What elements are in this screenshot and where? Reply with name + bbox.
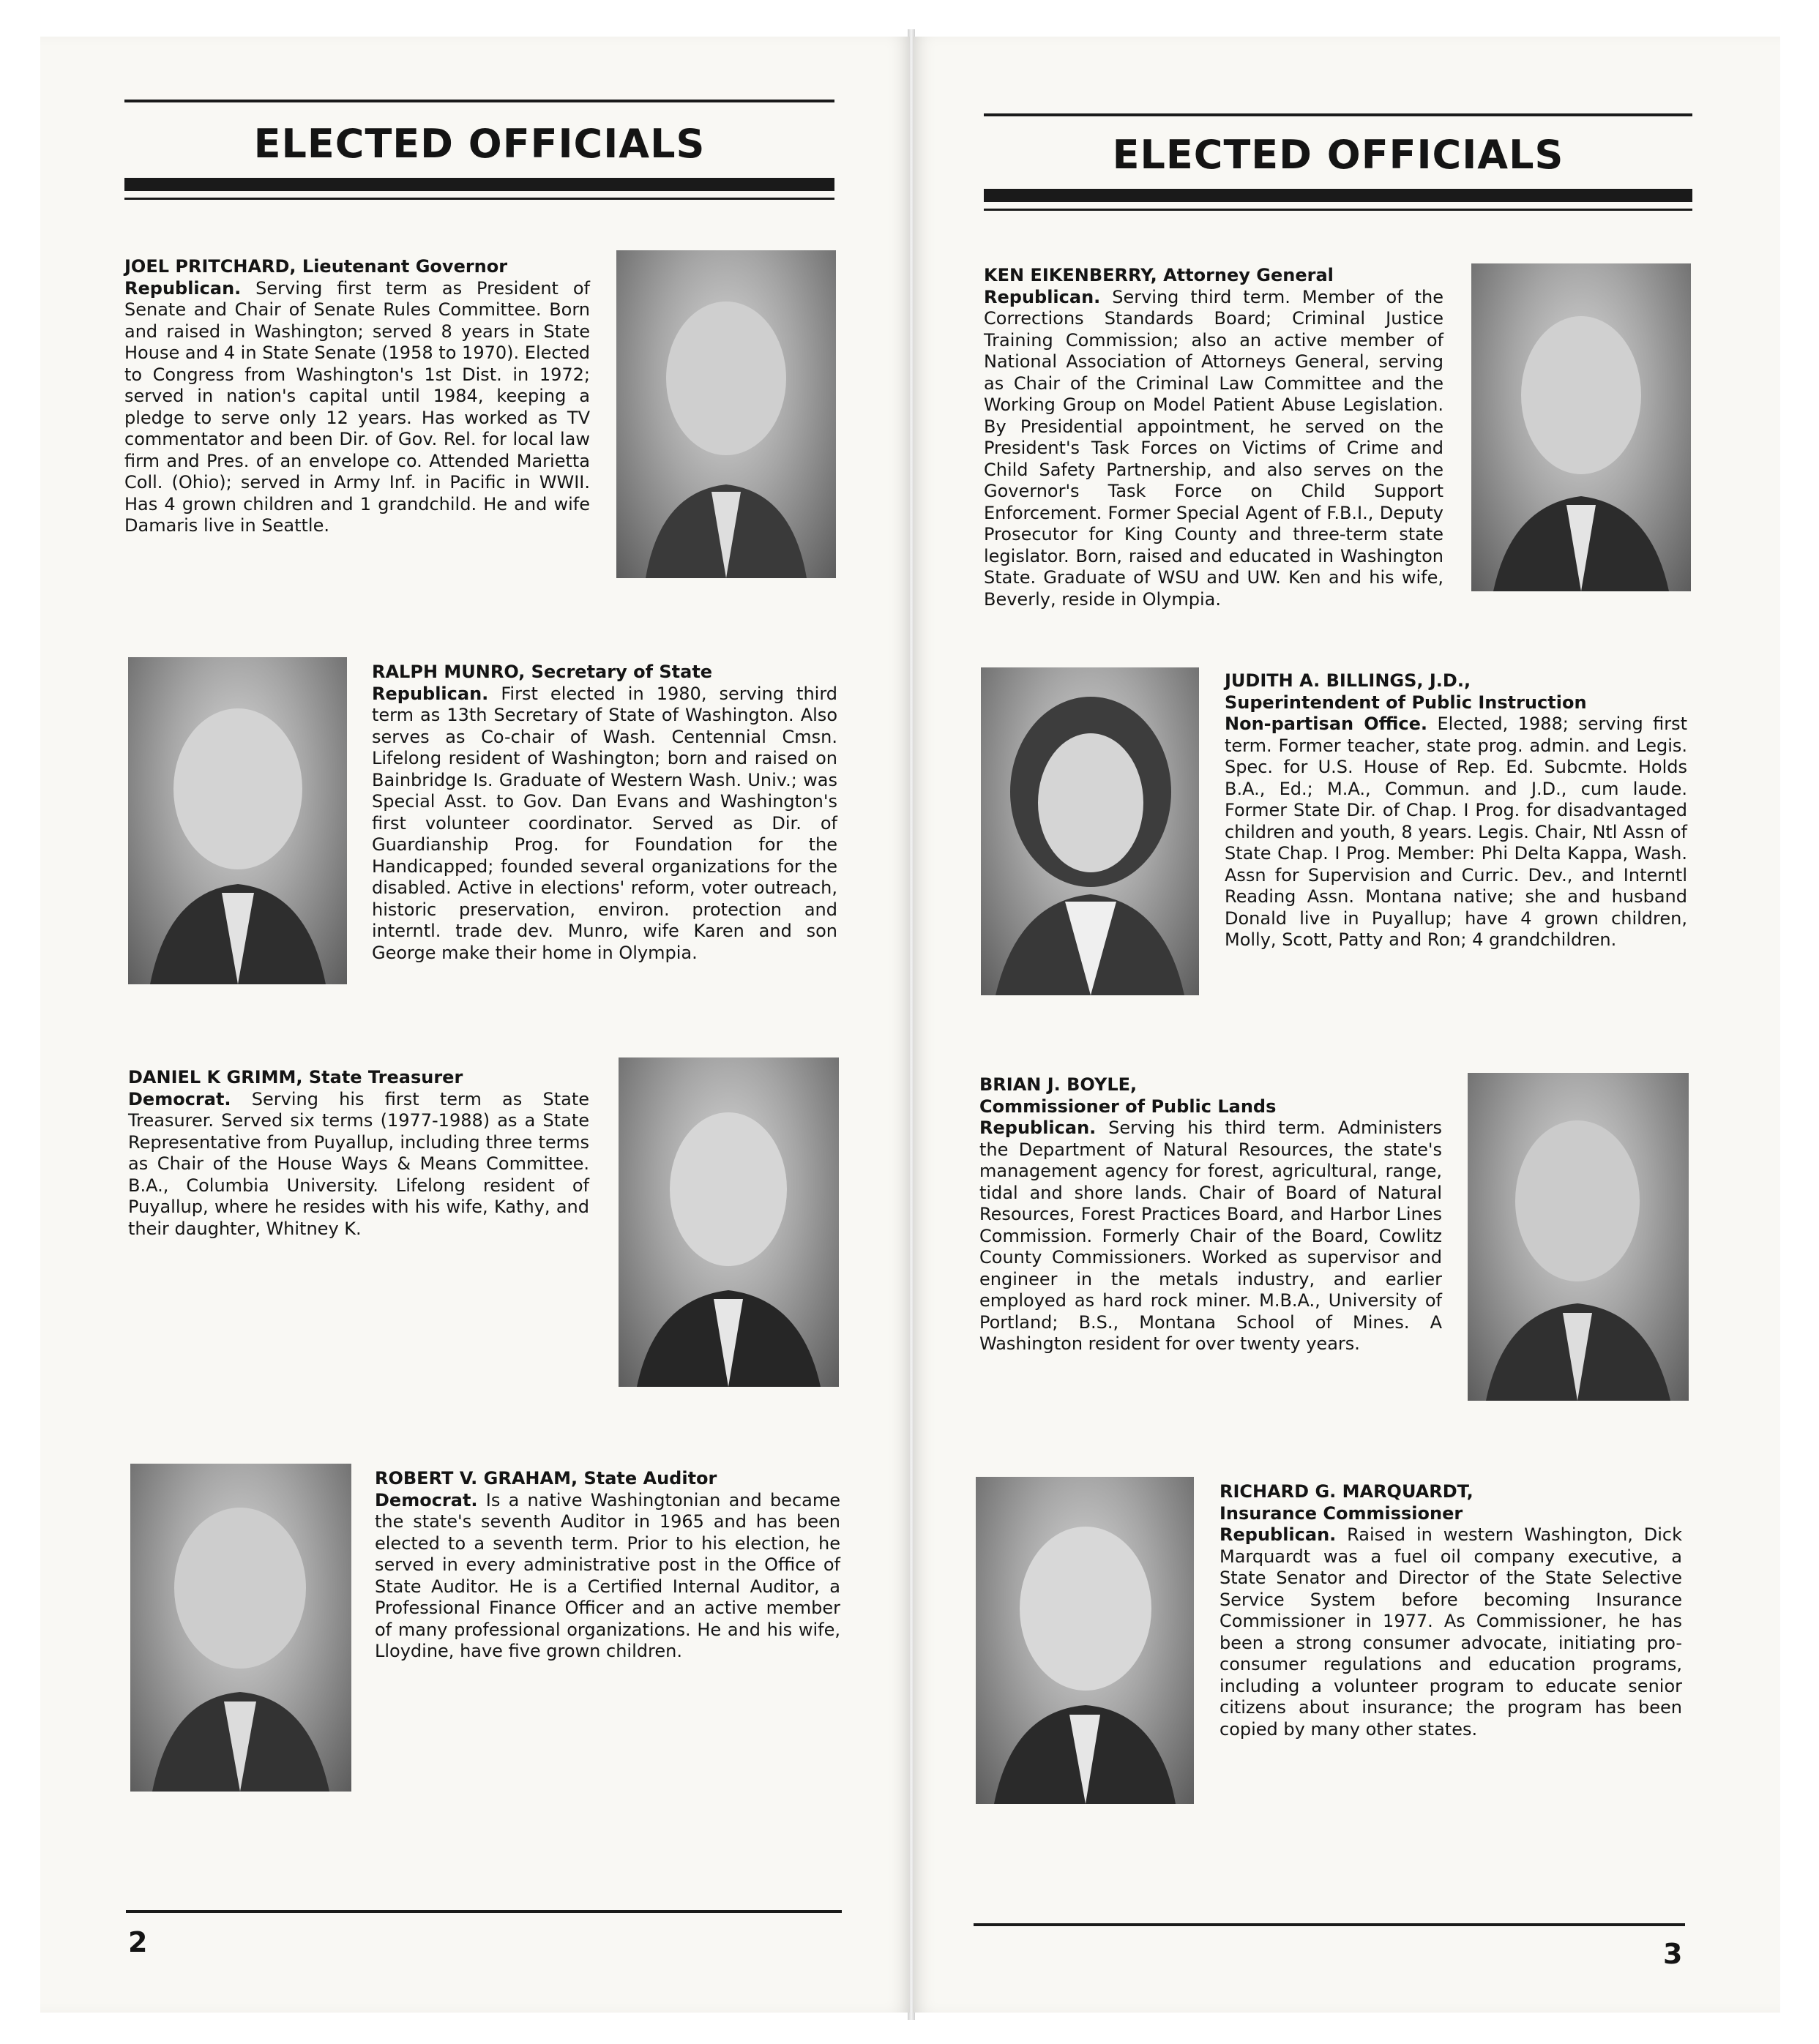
official-title: State Auditor bbox=[583, 1468, 717, 1489]
portrait-photo-munro bbox=[128, 657, 347, 984]
official-party: Republican. bbox=[984, 286, 1101, 307]
official-party: Democrat. bbox=[375, 1489, 478, 1510]
official-name: JUDITH A. BILLINGS, J.D., bbox=[1225, 670, 1471, 691]
official-bio: Elected, 1988; serving first term. Former teacher, state prog. admin. and Legis. Spec. for U.S. House of Rep. Ed. Subcmte. Holds B.A., Ed.; M.A., Commun. and J.D., cum laude. Former State Dir. of Chap. I Prog. for disadvantaged children and youth, 8 years. Legis. Chair, Ntl Assn of State Chap. I Prog. Member: Phi Delta Kappa, Wash. Assn for Supervision and Curric. Dev., and Interntl Reading Assn. Montana native; she and husband Donald live in Puyallup; have 4 grown children, Molly, Scott, Patty and Ron; 4 grandchildren. bbox=[1225, 714, 1687, 950]
bio-eikenberry bbox=[984, 265, 1443, 610]
bio-billings bbox=[1225, 670, 1687, 951]
portrait-photo-billings bbox=[981, 667, 1199, 995]
bio-graham bbox=[375, 1468, 840, 1663]
right-heading-underline bbox=[984, 209, 1692, 211]
official-name: RICHARD G. MARQUARDT, bbox=[1219, 1481, 1473, 1502]
official-party: Democrat. bbox=[128, 1088, 231, 1109]
official-bio: Is a native Washingtonian and became the state's seventh Auditor in 1965 and has been elected to a seventh term. Prior to his election, he served in every administrative post in the Office of State Auditor. He is a Certified Internal Auditor, a Professional Finance Officer and an active member of many professional organizations. He and his wife, Lloydine, have five grown children. bbox=[375, 1489, 840, 1661]
official-title: State Treasurer bbox=[308, 1067, 463, 1087]
official-name: ROBERT V. GRAHAM, bbox=[375, 1468, 578, 1489]
official-bio: Serving his third term. Administers the Department of Natural Resources, the state's management agency for forest, agricultural, range, tidal and shore lands. Chair of Board of Natural Resources, Forest Practices Board, and Harbor Lines Commission. Formerly Chair of the Board, Cowlitz County Commissioners. Worked as supervisor and engineer in the metals industry, and earlier employed as hard rock miner. M.B.A., University of Portland; B.S., Montana School of Mines. A Washington resident for over twenty years. bbox=[979, 1118, 1442, 1354]
official-title: Attorney General bbox=[1163, 265, 1334, 285]
official-bio: Raised in western Washington, Dick Marquardt was a fuel oil company executive, a State Senator and Director of the State Selective Service System before becoming Insurance Commissioner in 1977. As Commissioner, he has been a strong consumer advocate, initiating pro-consumer regulations and education programs, including a volunteer program to educate senior citizens about insurance; the program has been copied by many other states. bbox=[1219, 1524, 1682, 1740]
official-title: Insurance Commissioner bbox=[1219, 1502, 1463, 1524]
official-name: DANIEL K GRIMM, bbox=[128, 1067, 303, 1087]
official-party: Republican. bbox=[372, 683, 489, 704]
portrait-photo-graham bbox=[130, 1464, 351, 1792]
official-bio: Serving third term. Member of the Corrections Standards Board; Criminal Justice Training Commission; also an active member of National Association of Attorneys General, serving as Chair of the Criminal Law Committee and the Working Group on Model Patient Abuse Legislation. By Presidential appointment, he served on the President's Task Forces on Victims of Crime and Child Safety Partnership, and also serves on the Governor's Task Force on Child Support Enforcement. Former Special Agent of F.B.I., Deputy Prosecutor for King County and three-term state legislator. Born, raised and educated in Washington State. Graduate of WSU and UW. Ken and his wife, Beverly, reside in Olympia. bbox=[984, 286, 1443, 610]
portrait-photo-eikenberry bbox=[1471, 263, 1691, 591]
right-heading-bar bbox=[984, 189, 1692, 202]
official-name: JOEL PRITCHARD, bbox=[124, 256, 296, 277]
official-bio: First elected in 1980, serving third term as 13th Secretary of State of Washington. Also serves as Co-chair of Wash. Centennial Cmsn. Lifelong resident of Washington; born and raised on Bainbridge Is. Graduate of Western Wash. Univ.; was Special Asst. to Gov. Dan Evans and Washington's first volunteer coordinator. Served as Dir. of Guardianship Prog. for Foundation for the Handicapped; founded several organizations for the disabled. Active in elections' reform, voter outreach, historic preservation, environ. protection and interntl. trade dev. Munro, wife Karen and son George make their home in Olympia. bbox=[372, 683, 837, 963]
bio-boyle bbox=[979, 1074, 1442, 1355]
official-name: RALPH MUNRO, bbox=[372, 662, 526, 682]
official-name: BRIAN J. BOYLE, bbox=[979, 1074, 1138, 1095]
official-bio: Serving first term as President of Senate and Chair of Senate Rules Committee. Born and raised in Washington; served 8 years in State House and 4 in State Senate (1958 to 1970). Elected to Congress from Washington's 1st Dist. in 1972; served in nation's capital until 1984, keeping a pledge to serve only 12 years. Has worked as TV commentator and been Dir. of Gov. Rel. for local law firm and Pres. of an envelope co. Attended Marietta Coll. (Ohio); served in Army Inf. in Pacific in WWII. Has 4 grown children and 1 grandchild. He and wife Damaris live in Seattle. bbox=[124, 277, 590, 536]
right-top-rule bbox=[984, 113, 1692, 116]
official-party: Republican. bbox=[1219, 1524, 1337, 1545]
official-title: Commissioner of Public Lands bbox=[979, 1096, 1277, 1117]
bio-pritchard bbox=[124, 256, 590, 537]
left-page-heading: ELECTED OFFICIALS bbox=[253, 121, 706, 167]
right-page-heading: ELECTED OFFICIALS bbox=[1112, 132, 1564, 178]
left-heading-bar bbox=[124, 178, 834, 191]
portrait-photo-pritchard bbox=[616, 250, 836, 578]
portrait-photo-grimm bbox=[619, 1057, 839, 1387]
official-party: Republican. bbox=[979, 1118, 1097, 1138]
official-party: Republican. bbox=[124, 277, 242, 299]
official-name: KEN EIKENBERRY, bbox=[984, 265, 1157, 285]
right-bottom-rule bbox=[974, 1923, 1685, 1926]
official-party: Non-partisan Office. bbox=[1225, 714, 1428, 734]
official-title: Superintendent of Public Instruction bbox=[1225, 692, 1587, 713]
left-top-rule bbox=[124, 100, 834, 102]
page-number-left: 2 bbox=[128, 1926, 148, 1958]
bio-munro bbox=[372, 662, 837, 964]
page-number-right: 3 bbox=[1663, 1938, 1683, 1970]
official-title: Secretary of State bbox=[531, 662, 713, 682]
portrait-photo-boyle bbox=[1468, 1073, 1689, 1401]
official-bio: Serving his first term as State Treasurer. Served six terms (1977-1988) as a State Representative from Puyallup, including three terms as Chair of the House Ways & Means Committee. B.A., Columbia University. Lifelong resident of Puyallup, where he resides with his wife, Kathy, and their daughter, Whitney K. bbox=[128, 1088, 589, 1239]
left-bottom-rule bbox=[126, 1910, 842, 1913]
bio-marquardt bbox=[1219, 1481, 1682, 1740]
official-title: Lieutenant Governor bbox=[302, 256, 508, 277]
portrait-photo-marquardt bbox=[976, 1477, 1194, 1804]
bio-grimm bbox=[128, 1067, 589, 1240]
left-heading-underline bbox=[124, 198, 834, 200]
